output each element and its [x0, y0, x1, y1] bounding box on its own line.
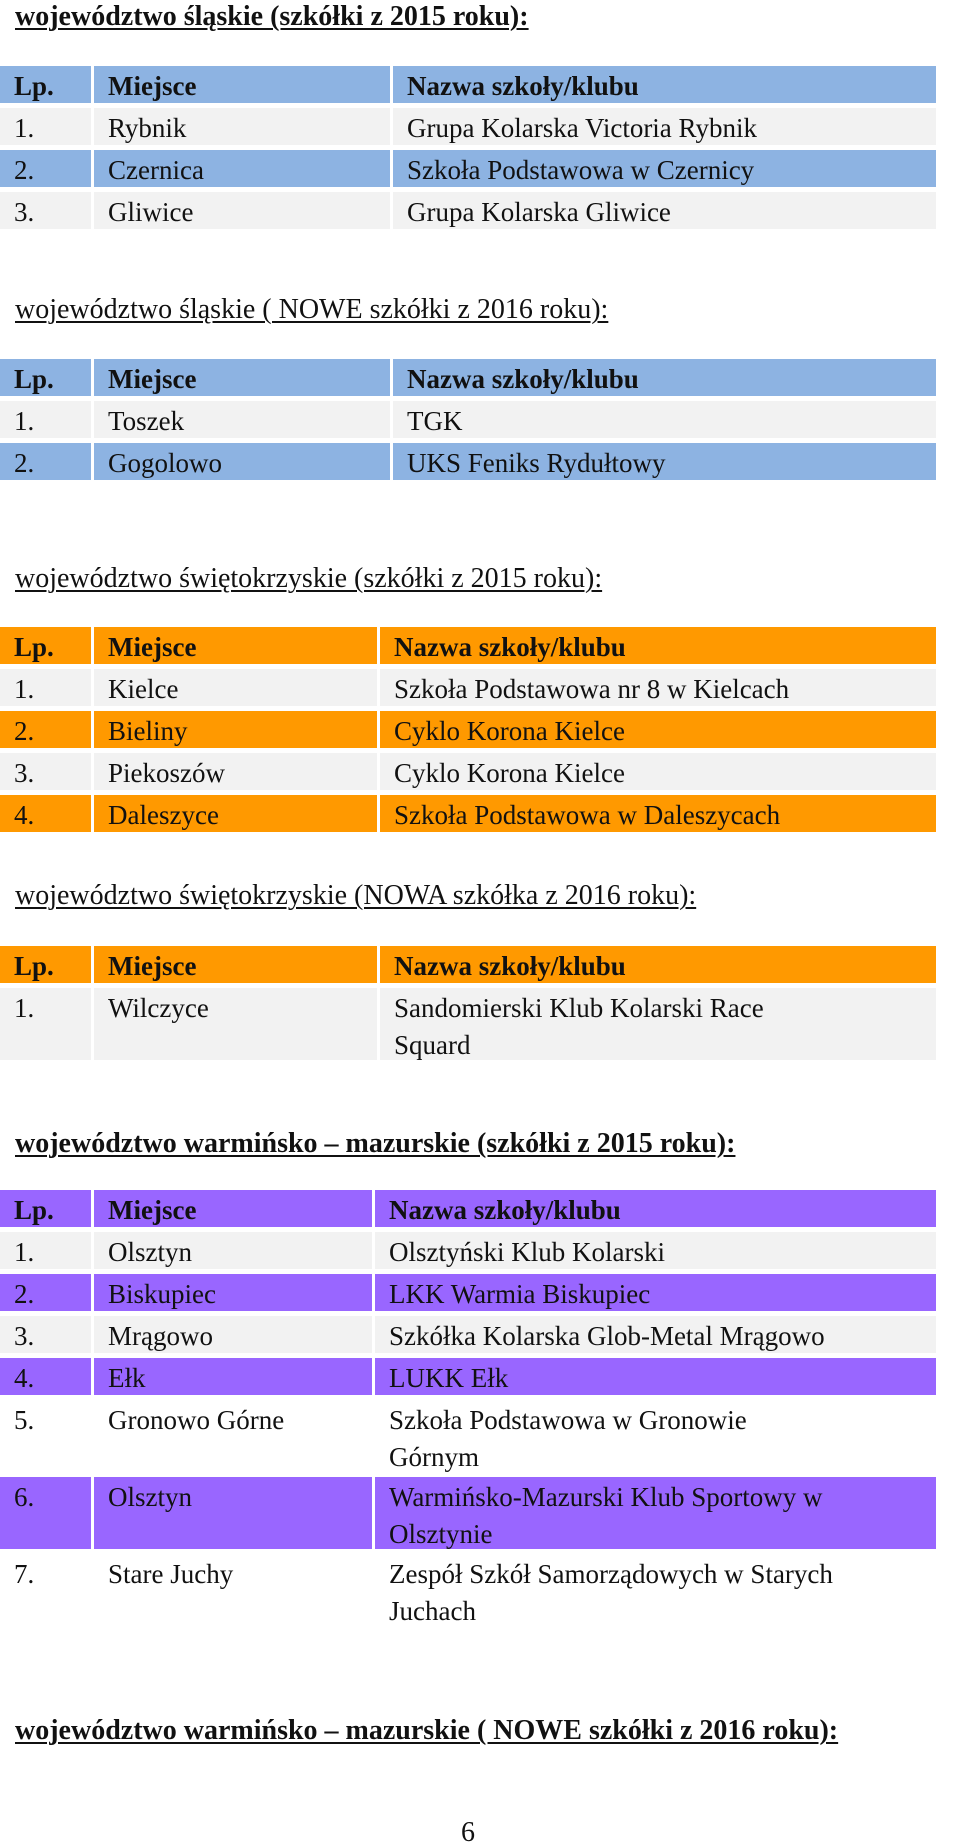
table-row: [0, 664, 936, 706]
cell-lp: 1.: [0, 401, 91, 438]
cell-nazwa: Szkółka Kolarska Glob-Metal Mrągowo: [375, 1316, 936, 1353]
section-heading-swietokrzyskie-2015: województwo świętokrzyskie (szkółki z 2015 roku):: [15, 563, 603, 594]
table-row: [0, 145, 936, 187]
cell-nazwa: Sandomierski Klub Kolarski Race Squard: [380, 988, 936, 1060]
section-heading-warminsko-2015: województwo warmińsko – mazurskie (szkółki z 2015 roku):: [15, 1128, 736, 1159]
table-row: [0, 1472, 936, 1549]
cell-miejsce: Piekoszów: [94, 753, 377, 790]
cell-lp: 2.: [0, 1274, 91, 1311]
table-header-row: [0, 1190, 936, 1227]
table-slaskie-2016: [0, 359, 936, 480]
header-miejsce: Miejsce: [94, 359, 390, 396]
header-nazwa: Nazwa szkoły/klubu: [393, 359, 936, 396]
table-row: [0, 1227, 936, 1269]
cell-nazwa: TGK: [393, 401, 936, 438]
table-row: [0, 1353, 936, 1395]
cell-miejsce: Gronowo Górne: [108, 1405, 285, 1435]
cell-miejsce: Daleszyce: [94, 795, 377, 832]
page-number: 6: [461, 1817, 475, 1848]
cell-nazwa: Zespół Szkół Samorządowych w Starych Juchach: [389, 1559, 833, 1626]
header-miejsce: Miejsce: [94, 627, 377, 664]
cell-miejsce: Kielce: [94, 669, 377, 706]
table-row: [0, 1395, 936, 1472]
table-header-row: [0, 627, 936, 664]
cell-miejsce: Wilczyce: [94, 988, 377, 1060]
cell-lp: 5.: [14, 1405, 35, 1435]
cell-nazwa: Szkoła Podstawowa w Czernicy: [393, 150, 936, 187]
cell-miejsce: Gliwice: [94, 192, 390, 229]
table-row: [0, 187, 936, 229]
cell-miejsce: Olsztyn: [94, 1477, 372, 1549]
header-nazwa: Nazwa szkoły/klubu: [380, 946, 936, 983]
cell-miejsce: Mrągowo: [94, 1316, 372, 1353]
cell-lp: 1.: [0, 669, 91, 706]
cell-miejsce: Ełk: [94, 1358, 372, 1395]
table-warminsko-2015: [0, 1190, 936, 1626]
cell-miejsce: Olsztyn: [94, 1232, 372, 1269]
cell-lp: 7.: [14, 1559, 35, 1589]
header-lp: Lp.: [0, 66, 91, 103]
cell-nazwa: Szkoła Podstawowa w Gronowie Górnym: [389, 1405, 747, 1472]
cell-miejsce: Toszek: [94, 401, 390, 438]
cell-nazwa: Grupa Kolarska Gliwice: [393, 192, 936, 229]
cell-lp: 3.: [0, 192, 91, 229]
section-heading-slaskie-2015: województwo śląskie (szkółki z 2015 roku):: [15, 1, 529, 32]
header-nazwa: Nazwa szkoły/klubu: [380, 627, 936, 664]
table-row: [0, 1311, 936, 1353]
cell-nazwa: Cyklo Korona Kielce: [380, 711, 936, 748]
cell-miejsce: Gogolowo: [94, 443, 390, 480]
header-lp: Lp.: [0, 946, 91, 983]
cell-lp: 2.: [0, 443, 91, 480]
table-row: [0, 438, 936, 480]
cell-miejsce: Stare Juchy: [108, 1559, 234, 1589]
header-miejsce: Miejsce: [94, 946, 377, 983]
cell-nazwa: Cyklo Korona Kielce: [380, 753, 936, 790]
table-swietokrzyskie-2015: [0, 627, 936, 832]
cell-nazwa: LUKK Ełk: [375, 1358, 936, 1395]
table-header-row: [0, 359, 936, 396]
cell-lp: 6.: [0, 1477, 91, 1549]
cell-nazwa: UKS Feniks Rydułtowy: [393, 443, 936, 480]
table-row: [0, 790, 936, 832]
header-lp: Lp.: [0, 359, 91, 396]
table-swietokrzyskie-2016: [0, 946, 936, 1060]
table-row: [0, 103, 936, 145]
table-row: [0, 1269, 936, 1311]
header-nazwa: Nazwa szkoły/klubu: [375, 1190, 936, 1227]
header-lp: Lp.: [0, 1190, 91, 1227]
header-nazwa: Nazwa szkoły/klubu: [393, 66, 936, 103]
cell-lp: 1.: [0, 1232, 91, 1269]
header-miejsce: Miejsce: [94, 66, 390, 103]
table-row: [0, 748, 936, 790]
cell-miejsce: Czernica: [94, 150, 390, 187]
table-row: [0, 706, 936, 748]
cell-nazwa: Grupa Kolarska Victoria Rybnik: [393, 108, 936, 145]
cell-lp: 2.: [0, 711, 91, 748]
section-heading-slaskie-2016: województwo śląskie ( NOWE szkółki z 2016 roku):: [15, 294, 609, 325]
cell-lp: 1.: [0, 988, 91, 1060]
cell-nazwa: Olsztyński Klub Kolarski: [375, 1232, 936, 1269]
header-miejsce: Miejsce: [94, 1190, 372, 1227]
header-lp: Lp.: [0, 627, 91, 664]
cell-nazwa: LKK Warmia Biskupiec: [375, 1274, 936, 1311]
cell-miejsce: Bieliny: [94, 711, 377, 748]
table-row: [0, 396, 936, 438]
table-row: [0, 1549, 936, 1626]
cell-miejsce: Rybnik: [94, 108, 390, 145]
cell-nazwa: Warmińsko-Mazurski Klub Sportowy w Olsztynie: [375, 1477, 936, 1549]
table-slaskie-2015: [0, 66, 936, 229]
table-header-row: [0, 946, 936, 983]
cell-nazwa: Szkoła Podstawowa nr 8 w Kielcach: [380, 669, 936, 706]
table-row: [0, 983, 936, 1060]
section-heading-swietokrzyskie-2016: województwo świętokrzyskie (NOWA szkółka z 2016 roku):: [15, 880, 697, 911]
cell-lp: 3.: [0, 753, 91, 790]
cell-lp: 2.: [0, 150, 91, 187]
cell-lp: 4.: [0, 1358, 91, 1395]
cell-nazwa: Szkoła Podstawowa w Daleszycach: [380, 795, 936, 832]
cell-lp: 3.: [0, 1316, 91, 1353]
table-header-row: [0, 66, 936, 103]
cell-lp: 1.: [0, 108, 91, 145]
cell-lp: 4.: [0, 795, 91, 832]
section-heading-warminsko-2016: województwo warmińsko – mazurskie ( NOWE szkółki z 2016 roku):: [15, 1715, 839, 1746]
cell-miejsce: Biskupiec: [94, 1274, 372, 1311]
